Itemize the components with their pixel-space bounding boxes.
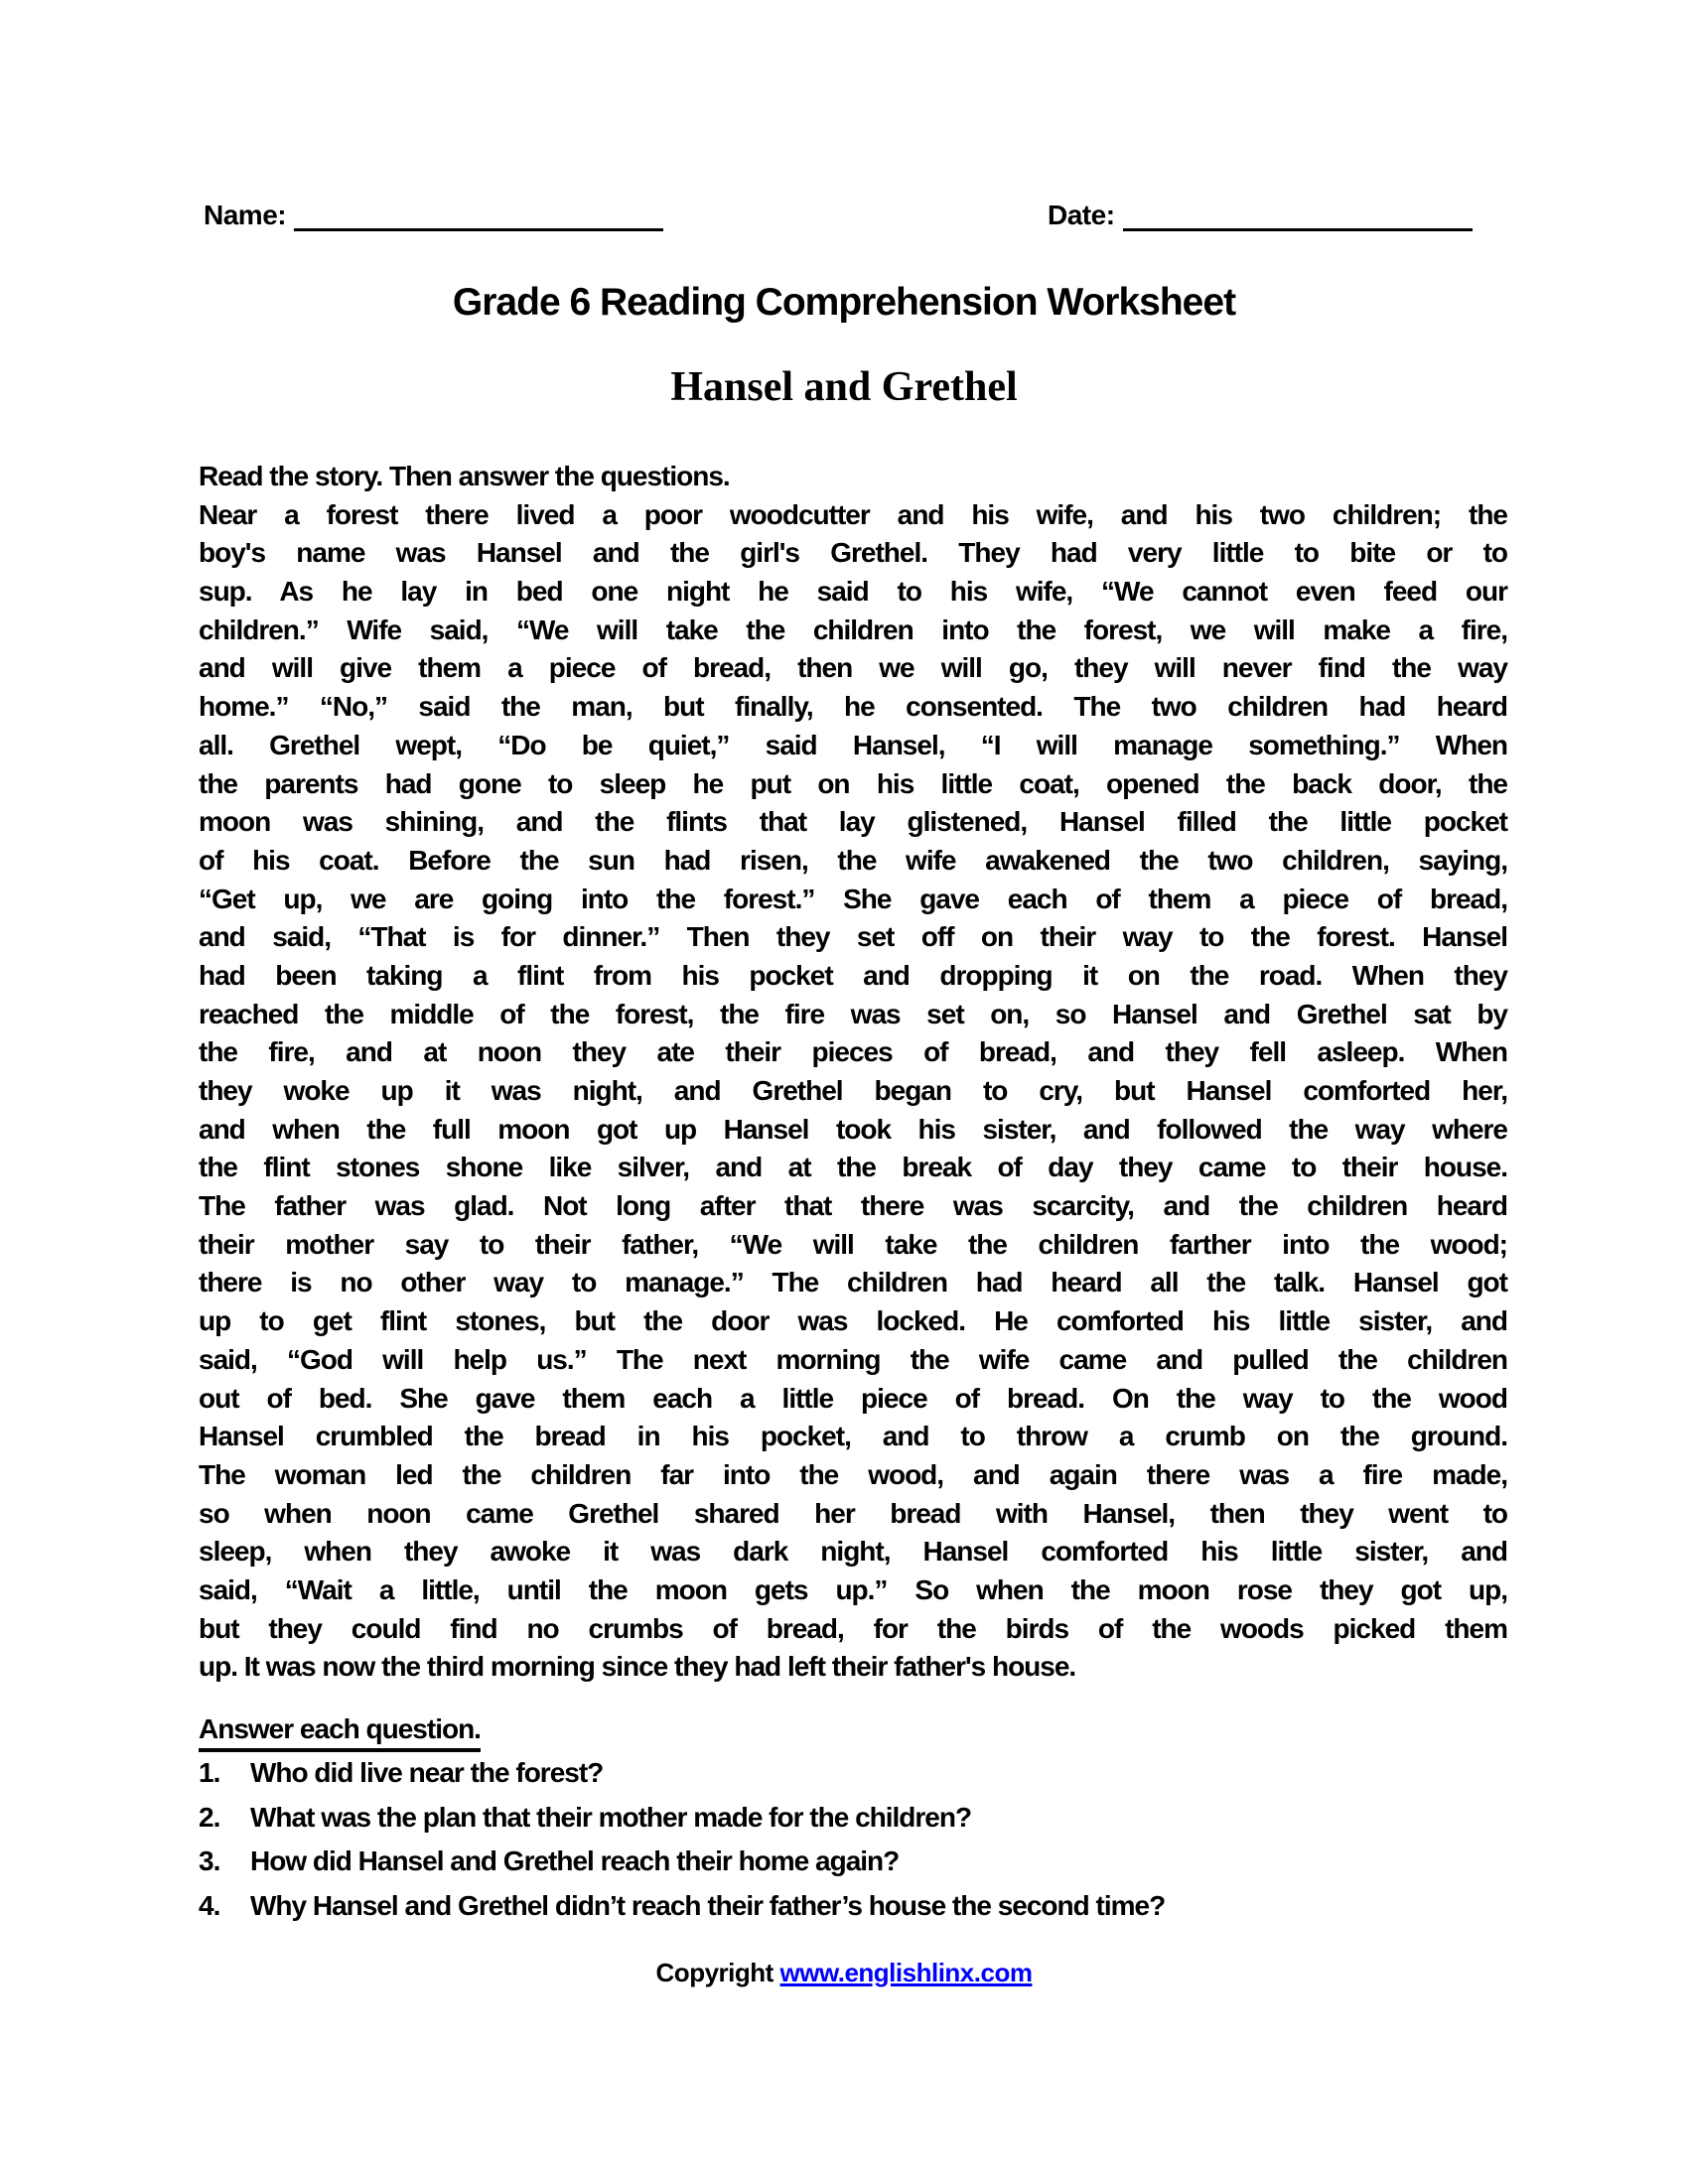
passage-line: Hansel crumbled the bread in his pocket, and to throw a crumb on the ground. [199,1421,1507,1452]
passage-line: said, “Wait a little, until the moon gets up.” So when the moon rose they got up, [199,1573,1507,1605]
question-text: Who did live near the forest? [250,1757,604,1788]
question-number: 3. [199,1845,220,1877]
passage-line: sup. As he lay in bed one night he said to his wife, “We cannot even feed our [199,576,1507,608]
passage-line: the flint stones shone like silver, and at the break of day they came to their house. [199,1152,1507,1183]
date-field [1048,199,1473,231]
name-field [204,199,663,231]
passage-line: but they could find no crumbs of bread, for the birds of the woods picked them [199,1612,1507,1644]
date-blank-line [1123,199,1473,231]
header-row [0,199,1688,248]
passage-line: sleep, when they awoke it was dark night, Hansel comforted his little sister, and [199,1536,1507,1568]
question-text: Why Hansel and Grethel didn’t reach their father’s house the second time? [250,1889,1166,1921]
passage-line: Near a forest there lived a poor woodcutter and his wife, and his two children; the [199,498,1507,530]
passage-line: moon was shining, and the flints that lay glistened, Hansel filled the little pocket [199,806,1507,838]
story-section [199,458,1507,1687]
passage-line: had been taking a flint from his pocket and dropping it on the road. When they [199,959,1507,991]
question-number: 4. [199,1889,220,1921]
question-row [199,1840,1539,1884]
question-row [199,1796,1539,1841]
passage-line: their mother say to their father, “We will take the children farther into the wood; [199,1228,1507,1260]
question-number: 1. [199,1757,220,1788]
questions-heading: Answer each question. [199,1713,481,1752]
date-label: Date: [1048,200,1115,230]
name-blank-line [294,199,663,231]
passage-line: up to get flint stones, but the door was locked. He comforted his little sister, and [199,1305,1507,1337]
passage-line: out of bed. She gave them each a little piece of bread. On the way to the wood [199,1382,1507,1414]
story-title: Hansel and Grethel [670,364,1018,410]
name-label: Name: [204,200,287,230]
question-number: 2. [199,1801,220,1833]
passage-line: they woke up it was night, and Grethel began to cry, but Hansel comforted her, [199,1075,1507,1106]
copyright-link[interactable]: www.englishlinx.com [779,1958,1033,1987]
passage-line: the fire, and at noon they ate their pieces of bread, and they fell asleep. When [199,1036,1507,1068]
worksheet-title: Grade 6 Reading Comprehension Worksheet [452,281,1236,324]
copyright-label: Copyright [655,1958,774,1987]
passage-line: there is no other way to manage.” The children had heard all the talk. Hansel got [199,1267,1507,1298]
passage-line: up. It was now the third morning since they had left their father's house. [199,1651,1076,1683]
question-text: What was the plan that their mother made for the children? [250,1801,972,1833]
passage-line: boy's name was Hansel and the girl's Grethel. They had very little to bite or to [199,537,1507,569]
passage-line: and will give them a piece of bread, then we will go, they will never find the way [199,652,1507,684]
question-row [199,1751,1539,1796]
passage-line: children.” Wife said, “We will take the children into the forest, we will make a fire, [199,614,1507,645]
passage-line: and when the full moon got up Hansel took his sister, and followed the way where [199,1113,1507,1145]
footer [0,1958,1688,1988]
instruction-line: Read the story. Then answer the questions. [199,461,730,491]
question-text: How did Hansel and Grethel reach their home again? [250,1845,900,1877]
passage-line: so when noon came Grethel shared her bread with Hansel, then they went to [199,1497,1507,1529]
passage-line: The father was glad. Not long after that there was scarcity, and the children heard [199,1190,1507,1222]
question-row [199,1884,1539,1929]
passage-line: the parents had gone to sleep he put on his little coat, opened the back door, the [199,767,1507,799]
passage-line: reached the middle of the forest, the fire was set on, so Hansel and Grethel sat by [199,998,1507,1029]
passage-line: said, “God will help us.” The next morning the wife came and pulled the children [199,1343,1507,1375]
passage-line: The woman led the children far into the wood, and again there was a fire made, [199,1458,1507,1490]
passage-line: and said, “That is for dinner.” Then they set off on their way to the forest. Hansel [199,921,1507,953]
passage [199,496,1507,1687]
passage-line: “Get up, we are going into the forest.” She gave each of them a piece of bread, [199,883,1507,914]
passage-line: all. Grethel wept, “Do be quiet,” said Hansel, “I will manage something.” When [199,729,1507,760]
passage-line: home.” “No,” said the man, but finally, he consented. The two children had heard [199,691,1507,723]
passage-line: of his coat. Before the sun had risen, the wife awakened the two children, saying, [199,844,1507,876]
questions-list [199,1751,1539,1928]
